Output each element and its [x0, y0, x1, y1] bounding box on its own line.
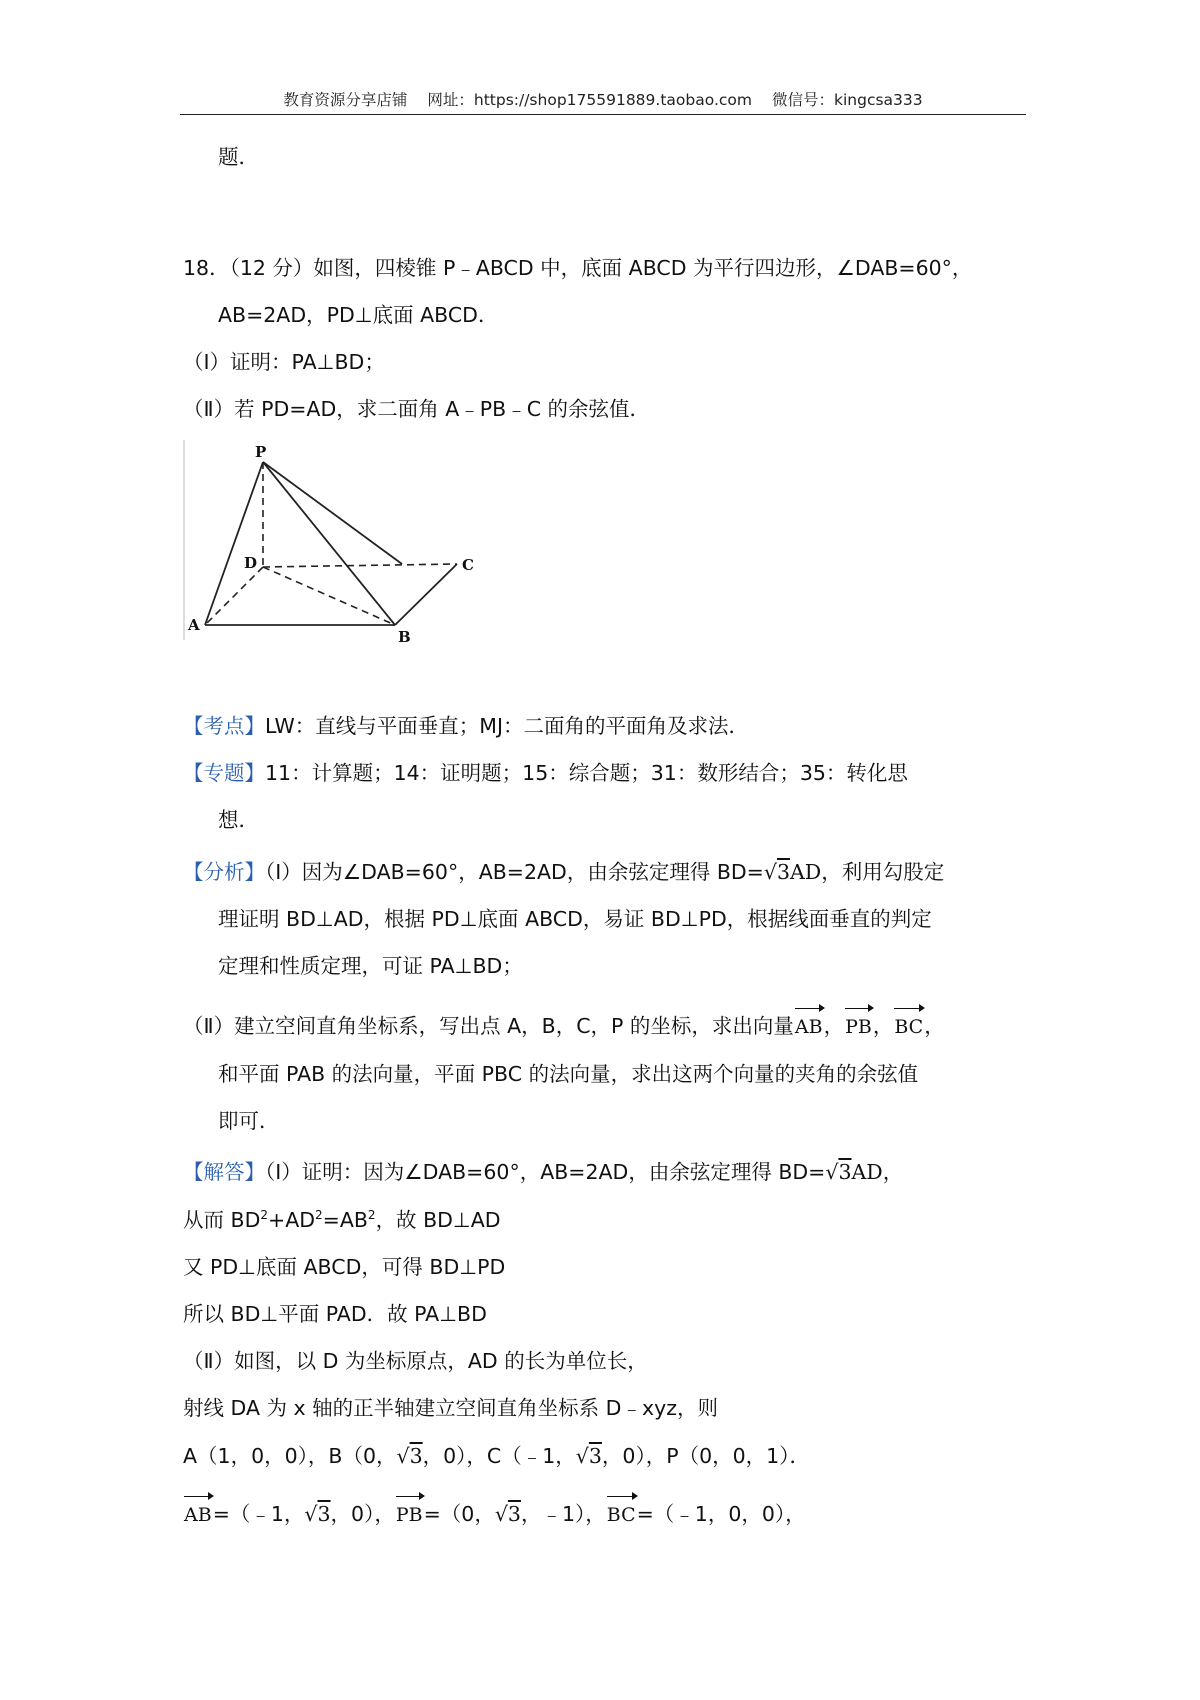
question-title: 18．（12 分）如图，四棱锥 P﹣ABCD 中，底面 ABCD 为平行四边形，∠DAB=60°，: [183, 256, 973, 280]
label-c: C: [462, 556, 474, 574]
fenxi-line-3: 定理和性质定理，可证 PA⊥BD；: [218, 954, 523, 978]
header-shop: 教育资源分享店铺: [283, 91, 408, 109]
header-wechat: 微信号：kingcsa333: [771, 91, 923, 109]
sqrt-3: √3: [575, 1444, 602, 1468]
jieda-tag: 【解答】: [183, 1160, 265, 1184]
jieda-line-3: 又 PD⊥底面 ABCD，可得 BD⊥PD: [183, 1255, 506, 1279]
question-part-2: （Ⅱ）若 PD=AD，求二面角 A﹣PB﹣C 的余弦值．: [183, 397, 651, 421]
question-line: AB=2AD，PD⊥底面 ABCD．: [218, 303, 499, 327]
label-d: D: [244, 554, 258, 572]
sqrt-3-ad: √3AD: [763, 860, 822, 884]
vector-ab: AB: [795, 1004, 823, 1042]
kaodian-text: LW：直线与平面垂直；MJ：二面角的平面角及求法．: [265, 714, 750, 738]
jieda-line: 【解答】（Ⅰ）证明：因为∠DAB=60°，AB=2AD，由余弦定理得 BD=√3AD，: [183, 1160, 904, 1184]
fenxi-line-4: （Ⅱ）建立空间直角坐标系，写出点 A，B，C，P 的坐标，求出向量AB，PB，BC，: [183, 1004, 945, 1042]
vector-bc: BC: [894, 1004, 923, 1042]
sqrt-3: √3: [396, 1444, 423, 1468]
jieda-line-6: 射线 DA 为 x 轴的正半轴建立空间直角坐标系 D﹣xyz，则: [183, 1396, 718, 1420]
label-a: A: [188, 616, 200, 634]
vector-pb: PB: [396, 1492, 423, 1530]
zhuanti-tag: 【专题】: [183, 761, 265, 785]
header-site: 网址：https://shop175591889.taobao.com: [427, 91, 752, 109]
vector-bc: BC: [607, 1492, 636, 1530]
vector-ab: AB: [184, 1492, 212, 1530]
header-divider: [180, 114, 1026, 115]
zhuanti-text: 11：计算题；14：证明题；15：综合题；31：数形结合；35：转化思: [265, 761, 908, 785]
header-site-link[interactable]: https://shop175591889.taobao.com: [473, 91, 752, 109]
question-part-1: （Ⅰ）证明：PA⊥BD；: [183, 350, 385, 374]
jieda-line-2: 从而 $BD^2+AD^2=AB^2$，故 BD⊥AD: [183, 1208, 501, 1232]
jieda-line-8: AB=（﹣1，√3，0），PB=（0，√3，﹣1），BC=（﹣1，0，0），: [183, 1492, 806, 1530]
pyramid-diagram: [182, 440, 482, 650]
sqrt-3: √3: [494, 1502, 521, 1526]
fenxi-line-6: 即可．: [218, 1109, 280, 1133]
label-b: B: [398, 628, 411, 646]
jieda-line-4: 所以 BD⊥平面 PAD．故 PA⊥BD: [183, 1302, 487, 1326]
zhuanti-line: [183, 758, 908, 788]
fenxi-line-2: 理证明 BD⊥AD，根据 PD⊥底面 ABCD，易证 BD⊥PD，根据线面垂直的判定: [218, 907, 932, 931]
fenxi-tag: 【分析】: [183, 860, 265, 884]
kaodian-tag: 【考点】: [183, 714, 265, 738]
sqrt-3: √3: [304, 1502, 331, 1526]
page-header: [180, 88, 1026, 114]
jieda-line-5: （Ⅱ）如图，以 D 为坐标原点，AD 的长为单位长，: [183, 1349, 648, 1373]
label-p: P: [255, 443, 267, 461]
sqrt-3-ad: √3AD: [825, 1160, 883, 1184]
zhuanti-line-2: 想．: [218, 808, 259, 832]
jieda-line-7: A（1，0，0），B（0，√3，0），C（﹣1，√3，0），P（0，0，1）．: [183, 1444, 810, 1468]
kaodian-line: [183, 711, 749, 741]
vector-pb: PB: [845, 1004, 872, 1042]
fenxi-line-5: 和平面 PAB 的法向量，平面 PBC 的法向量，求出这两个向量的夹角的余弦值: [218, 1062, 919, 1086]
text-line: 题．: [218, 145, 259, 169]
fenxi-line: 【分析】（Ⅰ）因为∠DAB=60°，AB=2AD，由余弦定理得 BD=√3AD，利用勾股定: [183, 860, 945, 884]
pyramid-figure: [182, 440, 482, 650]
